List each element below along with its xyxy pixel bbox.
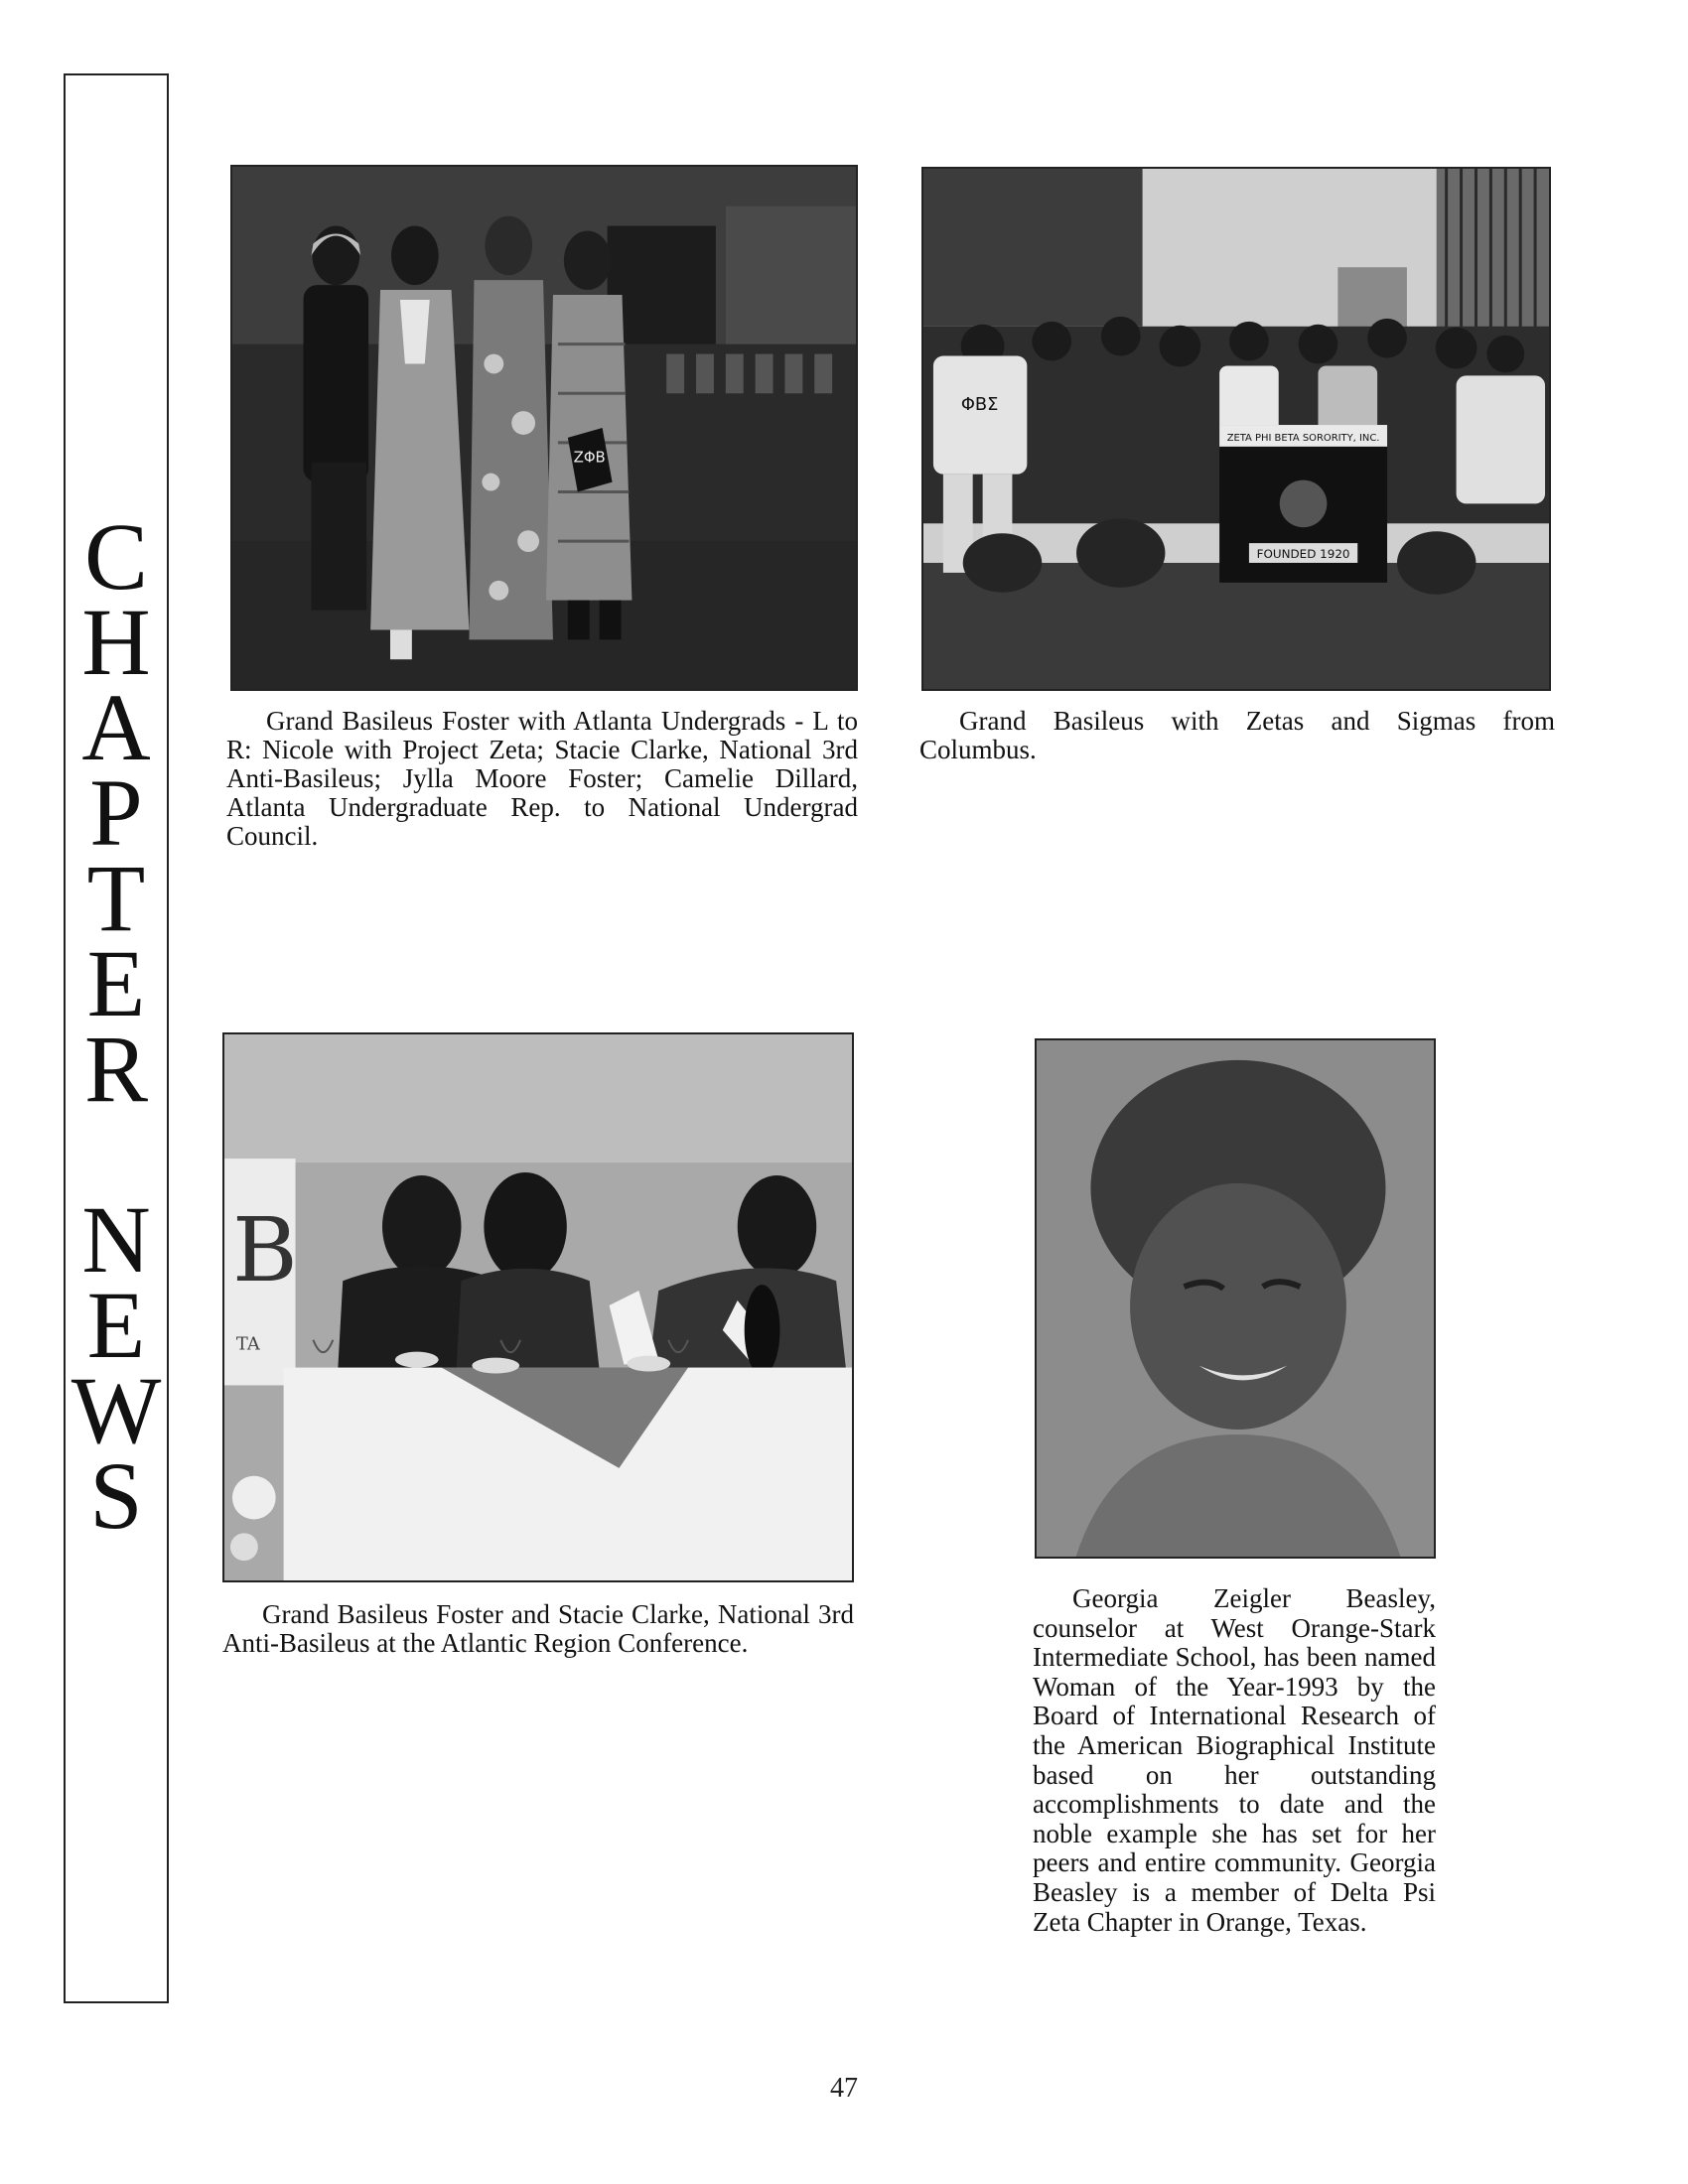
sidebar-letter: R — [83, 1016, 149, 1122]
photo-atlantic-region-conference — [222, 1032, 854, 1582]
photo-caption: Grand Basileus with Zetas and Sigmas from Columbus. — [919, 706, 1555, 764]
sidebar-letter: E — [86, 1272, 146, 1378]
photo-caption: Grand Basileus Foster and Stacie Clarke, National 3rd Anti-Basileus at the Atlantic Region Conference. — [222, 1599, 854, 1658]
photo-caption: Georgia Zeigler Beasley, counselor at West Orange-Stark Intermediate School, has been named Woman of the Year-1993 by the Board of International Research of the American Biographical Institute based on her outstanding accomplishments to date and the noble example she has set for her peers and entire community. Georgia Beasley is a member of Delta Psi Zeta Chapter in Orange, Texas. — [1033, 1583, 1436, 1937]
sign-small-text: TA — [235, 1333, 260, 1355]
sidebar-letter: P — [89, 759, 143, 866]
photo-caption: Grand Basileus Foster with Atlanta Undergrads - L to R: Nicole with Project Zeta; Stacie Clarke, National 3rd Anti-Basileus; Jylla Moore Foster; Camelie Dillard, Atlanta Undergraduate Rep. to National Undergrad Council. — [226, 706, 858, 851]
banner-text: ZETA PHI BETA SORORITY, INC. — [1226, 432, 1380, 444]
sign-letter: B — [231, 1199, 298, 1303]
sidebar-letter: H — [81, 589, 151, 695]
sidebar-letter: N — [81, 1186, 151, 1293]
photo-sign-text: ZΦB — [573, 448, 606, 467]
section-sidebar — [64, 73, 169, 2003]
photo-shirt-text: ΦΒΣ — [960, 394, 999, 416]
sidebar-letter: S — [89, 1442, 143, 1549]
sidebar-letter: C — [83, 503, 149, 610]
photo-atlanta-undergrads — [230, 165, 858, 691]
sidebar-title — [66, 503, 167, 1549]
sidebar-letter: W — [70, 1357, 162, 1463]
photo-columbus-group — [921, 167, 1551, 691]
sidebar-letter: A — [81, 674, 151, 780]
page-number: 47 — [830, 2073, 858, 2104]
photo-georgia-beasley — [1035, 1038, 1436, 1559]
banner-founded-text: FOUNDED 1920 — [1256, 547, 1350, 562]
sidebar-letter: T — [86, 845, 146, 951]
sidebar-letter: E — [86, 930, 146, 1036]
